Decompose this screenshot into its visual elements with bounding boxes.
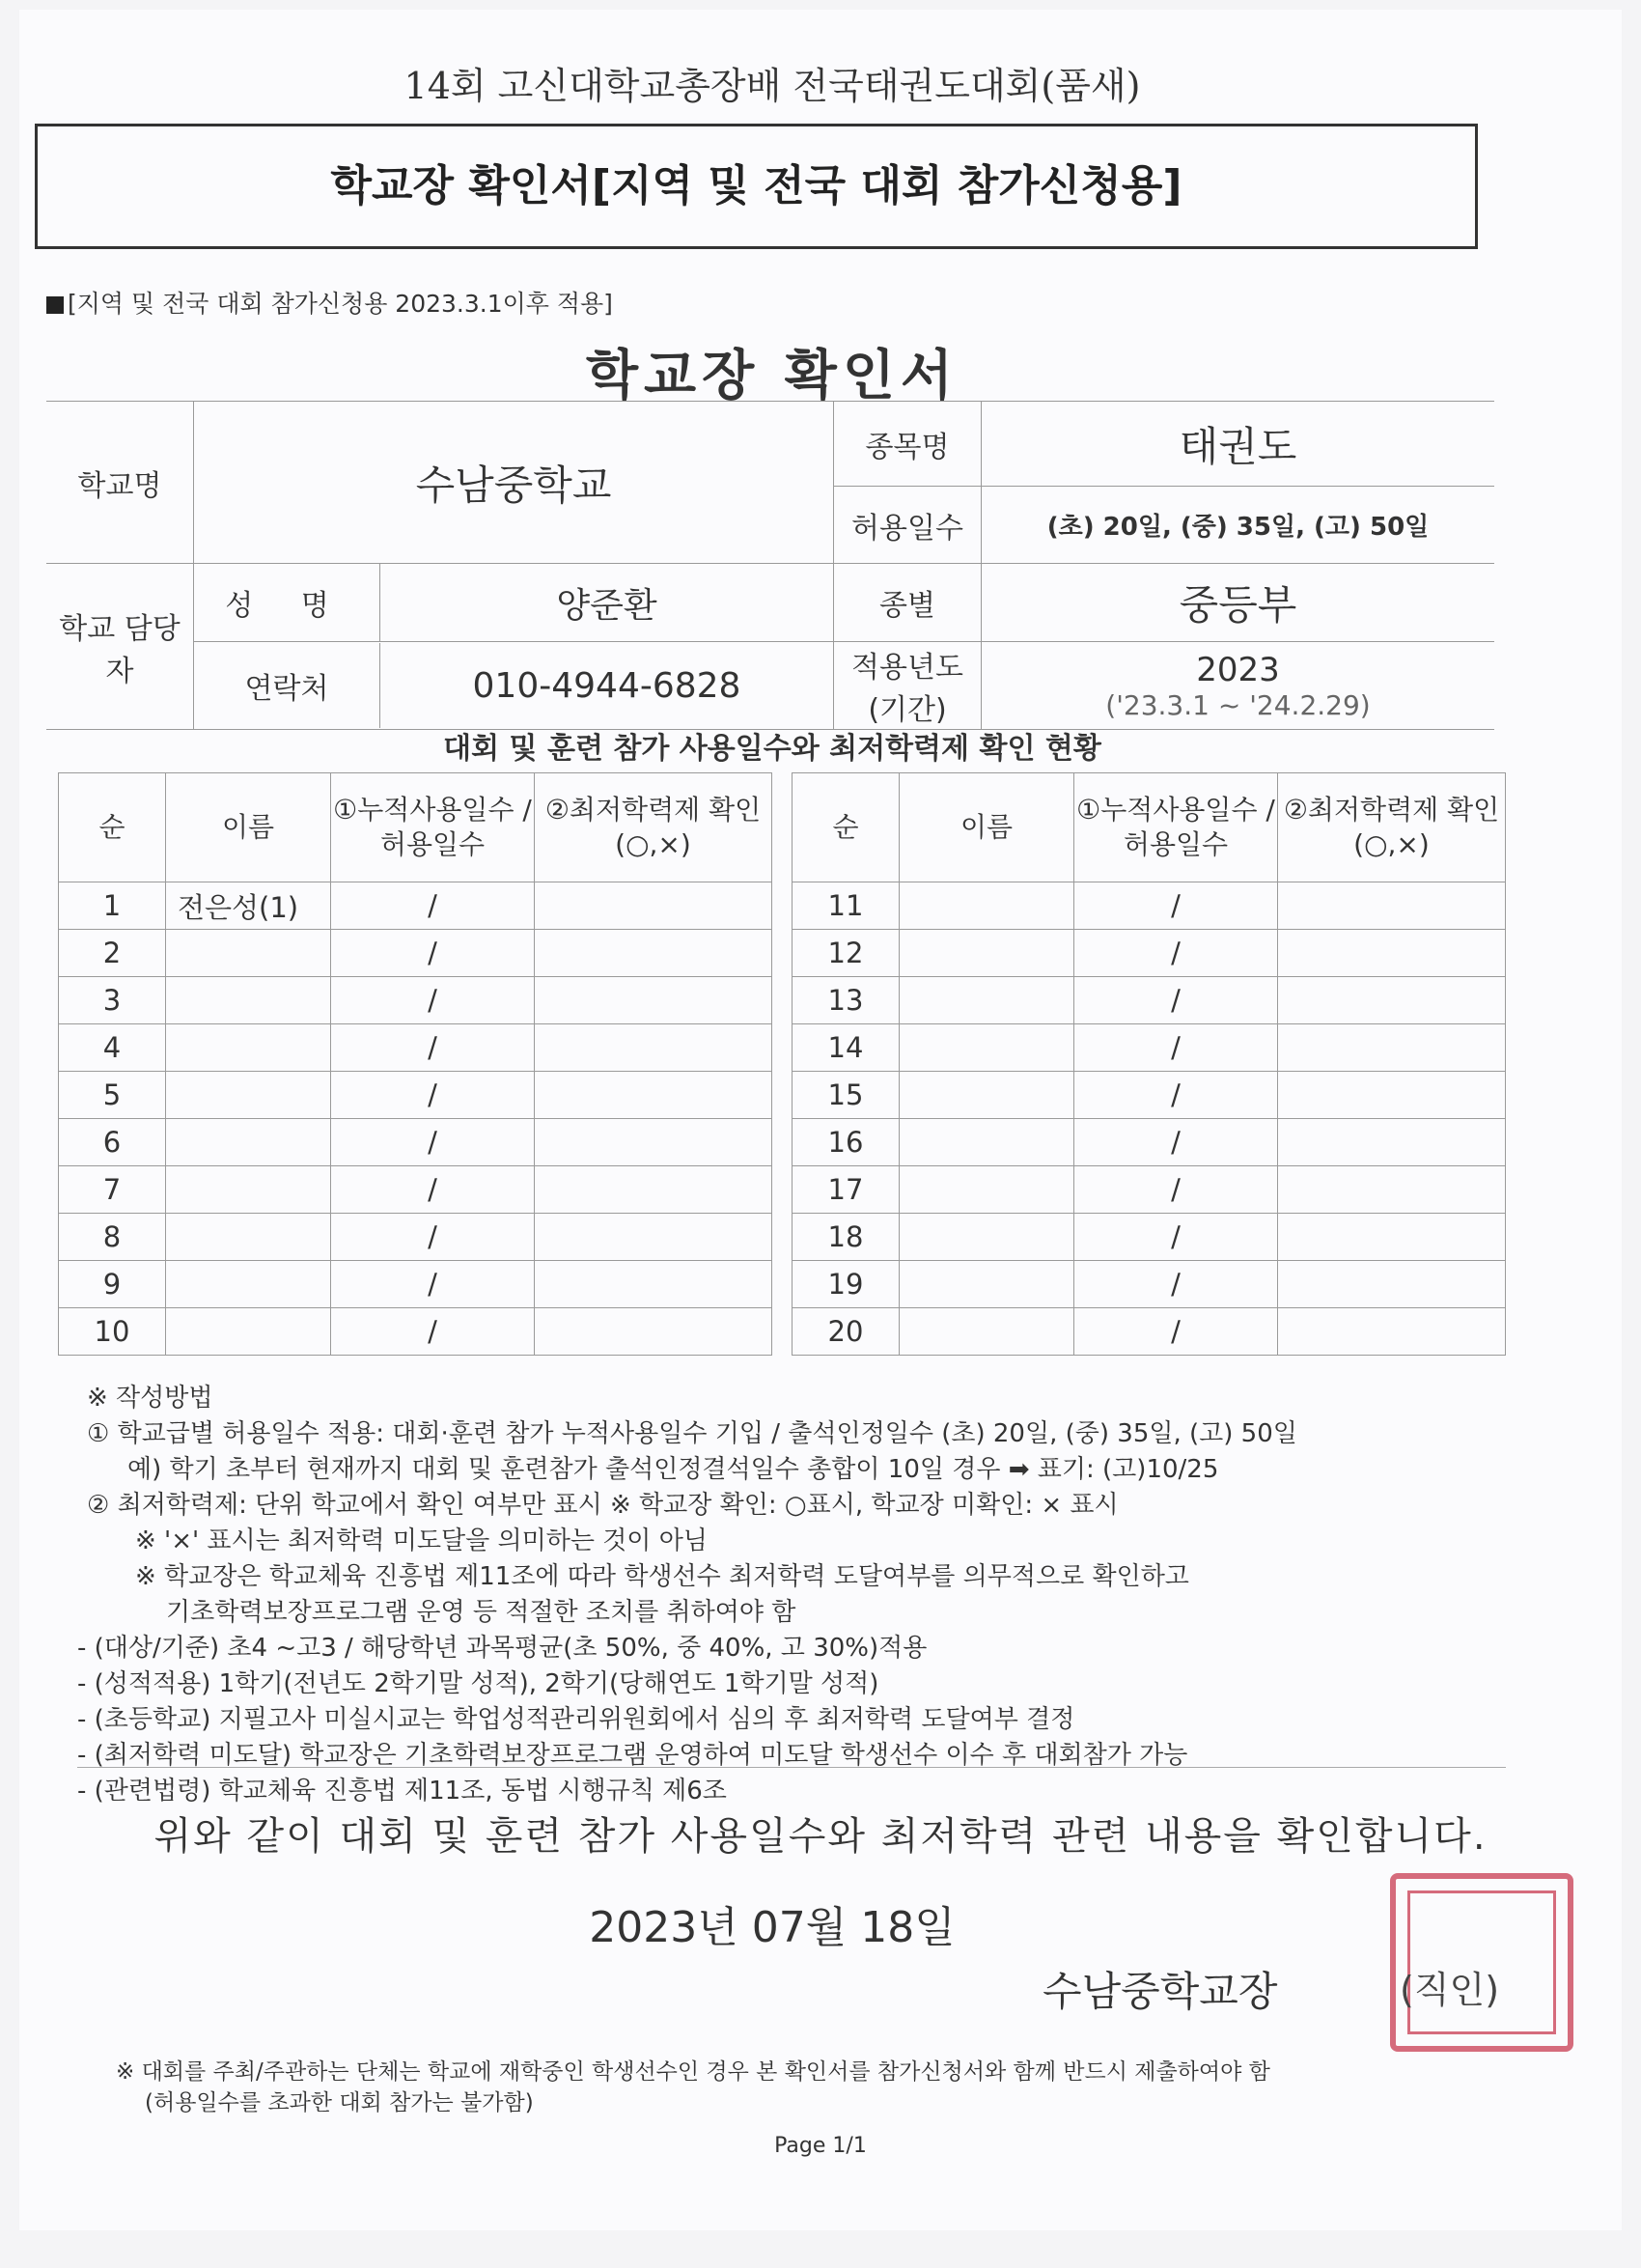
student-name <box>166 1214 331 1261</box>
table-row <box>793 882 1506 930</box>
table-row <box>59 1072 772 1119</box>
days-used: / <box>331 1214 535 1261</box>
minimum-academic-check <box>1278 1261 1506 1308</box>
title-box: 학교장 확인서[지역 및 전국 대회 참가신청용] <box>35 124 1478 249</box>
instruction-line: - (초등학교) 지필고사 미실시교는 학업성적관리위원회에서 심의 후 최저학력 도달여부 결정 <box>77 1705 1075 1734</box>
days-used: / <box>1074 882 1278 930</box>
row-number: 17 <box>793 1166 900 1214</box>
minimum-academic-check <box>535 1214 772 1261</box>
principal-title: 수남중학교장 <box>1043 1968 1278 2015</box>
days-used: / <box>1074 1166 1278 1214</box>
minimum-academic-check <box>535 1072 772 1119</box>
usage-title: 대회 및 훈련 참가 사용일수와 최저학력제 확인 현황 <box>443 732 1101 766</box>
minimum-academic-check <box>535 882 772 930</box>
row-number: 1 <box>59 882 166 930</box>
minimum-academic-check <box>1278 1166 1506 1214</box>
minimum-academic-check <box>535 977 772 1024</box>
row-number: 16 <box>793 1119 900 1166</box>
student-name <box>166 1024 331 1072</box>
student-name <box>900 1024 1074 1072</box>
days-used: / <box>1074 1119 1278 1166</box>
usage-table-left <box>58 772 772 1356</box>
year-label: 적용년도 (기간) <box>834 642 982 730</box>
student-name <box>900 882 1074 930</box>
table-row <box>793 930 1506 977</box>
minimum-academic-check <box>535 1308 772 1356</box>
days-used: / <box>1074 1261 1278 1308</box>
minimum-academic-check <box>1278 930 1506 977</box>
student-name <box>900 1166 1074 1214</box>
table-row <box>793 1119 1506 1166</box>
student-name <box>166 1308 331 1356</box>
table-row <box>59 1214 772 1261</box>
table-row <box>59 1166 772 1214</box>
table-row <box>59 1119 772 1166</box>
days-used: / <box>331 977 535 1024</box>
seal-label: (직인) <box>1400 1969 1500 2011</box>
row-number: 18 <box>793 1214 900 1261</box>
manager-label: 학교 담당자 <box>46 564 194 730</box>
allowed-days-label: 허용일수 <box>834 487 982 564</box>
student-name <box>900 977 1074 1024</box>
school-name-value: 수남중학교 <box>194 402 834 564</box>
allowed-days-value: (초) 20일, (중) 35일, (고) 50일 <box>982 487 1495 564</box>
student-name <box>900 1214 1074 1261</box>
row-number: 6 <box>59 1119 166 1166</box>
days-used: / <box>331 1166 535 1214</box>
col-no-header: 순 <box>793 773 900 882</box>
row-number: 14 <box>793 1024 900 1072</box>
person-name-label: 성 명 <box>194 564 380 641</box>
days-used: / <box>331 1308 535 1356</box>
row-number: 4 <box>59 1024 166 1072</box>
instruction-line: - (관련법령) 학교체육 진흥법 제11조, 동법 시행규칙 제6조 <box>77 1777 727 1806</box>
student-name <box>166 1072 331 1119</box>
instruction-line: ※ 학교장은 학교체육 진흥법 제11조에 따라 학생선수 최저학력 도달여부를 의무적으로 확인하고 <box>135 1562 1189 1591</box>
document-page <box>19 10 1622 2230</box>
col-days-header: ①누적사용일수 /허용일수 <box>1074 773 1278 882</box>
issue-date: 2023년 07월 18일 <box>589 1903 956 1952</box>
applicability-note-text: [지역 및 전국 대회 참가신청용 2023.3.1이후 적용] <box>68 290 613 318</box>
row-number: 12 <box>793 930 900 977</box>
table-row <box>793 1261 1506 1308</box>
school-name-label: 학교명 <box>46 402 194 564</box>
table-row <box>793 977 1506 1024</box>
sport-value: 태권도 <box>982 402 1495 487</box>
school-info-table <box>46 401 1494 730</box>
table-row <box>59 1308 772 1356</box>
days-used: / <box>331 1119 535 1166</box>
minimum-academic-check <box>1278 1024 1506 1072</box>
minimum-academic-check <box>535 1166 772 1214</box>
instruction-line: - (성적적용) 1학기(전년도 2학기말 성적), 2학기(당해연도 1학기말 성적) <box>77 1669 879 1698</box>
instructions <box>77 1381 1516 1809</box>
row-number: 11 <box>793 882 900 930</box>
minimum-academic-check <box>1278 977 1506 1024</box>
col-days-header: ①누적사용일수 /허용일수 <box>331 773 535 882</box>
table-row <box>59 930 772 977</box>
instructions-heading: ※ 작성방법 <box>87 1384 213 1413</box>
row-number: 5 <box>59 1072 166 1119</box>
row-number: 7 <box>59 1166 166 1214</box>
student-name <box>900 1072 1074 1119</box>
event-title: 14회 고신대학교총장배 전국태권도대회(품새) <box>403 65 1141 107</box>
sport-label: 종목명 <box>834 402 982 487</box>
confirmation-statement: 위와 같이 대회 및 훈련 참가 사용일수와 최저학력 관련 내용을 확인합니다. <box>153 1814 1488 1859</box>
days-used: / <box>1074 977 1278 1024</box>
row-number: 10 <box>59 1308 166 1356</box>
divider <box>77 1767 1506 1768</box>
year-value: 2023 <box>1196 650 1280 689</box>
minimum-academic-check <box>1278 1308 1506 1356</box>
instruction-line: - (최저학력 미도달) 학교장은 기초학력보장프로그램 운영하여 미도달 학생선수 이수 후 대회참가 가능 <box>77 1741 1188 1770</box>
square-bullet-icon <box>46 296 64 314</box>
table-row <box>793 1166 1506 1214</box>
days-used: / <box>331 1024 535 1072</box>
instruction-line: - (대상/기준) 초4 ~고3 / 해당학년 과목평균(초 50%, 중 40%, 고 30%)적용 <box>77 1634 928 1663</box>
minimum-academic-check <box>1278 1119 1506 1166</box>
instruction-line: ① 학교급별 허용일수 적용: 대회·훈련 참가 누적사용일수 기입 / 출석인정일수 (초) 20일, (중) 35일, (고) 50일 <box>87 1419 1297 1448</box>
days-used: / <box>331 930 535 977</box>
student-name: 전은성(1) <box>166 882 331 930</box>
row-number: 19 <box>793 1261 900 1308</box>
minimum-academic-check <box>535 1119 772 1166</box>
row-number: 3 <box>59 977 166 1024</box>
row-number: 20 <box>793 1308 900 1356</box>
col-no-header: 순 <box>59 773 166 882</box>
table-row <box>59 1024 772 1072</box>
row-number: 15 <box>793 1072 900 1119</box>
days-used: / <box>331 882 535 930</box>
days-used: / <box>1074 930 1278 977</box>
minimum-academic-check <box>1278 1214 1506 1261</box>
col-name-header: 이름 <box>166 773 331 882</box>
table-row <box>793 1214 1506 1261</box>
footer-note <box>116 2057 1525 2118</box>
minimum-academic-check <box>1278 882 1506 930</box>
days-used: / <box>1074 1214 1278 1261</box>
student-name <box>900 1261 1074 1308</box>
days-used: / <box>331 1261 535 1308</box>
footer-line: ※ 대회를 주최/주관하는 단체는 학교에 재학중인 학생선수인 경우 본 확인서를 참가신청서와 함께 반드시 제출하여야 함 <box>116 2059 1270 2085</box>
student-name <box>166 930 331 977</box>
category-value: 중등부 <box>982 564 1495 642</box>
student-name <box>166 1261 331 1308</box>
days-used: / <box>1074 1024 1278 1072</box>
applicability-note <box>46 285 613 320</box>
person-name-value: 양준환 <box>556 585 657 626</box>
days-used: / <box>331 1072 535 1119</box>
category-label: 종별 <box>834 564 982 642</box>
row-number: 2 <box>59 930 166 977</box>
table-row <box>59 977 772 1024</box>
page-number: Page 1/1 <box>774 2134 867 2158</box>
instruction-line: 기초학력보장프로그램 운영 등 적절한 조치를 취하여야 함 <box>166 1598 796 1627</box>
days-used: / <box>1074 1308 1278 1356</box>
minimum-academic-check <box>535 930 772 977</box>
usage-table-right <box>792 772 1506 1356</box>
period-value: ('23.3.1 ~ '24.2.29) <box>1105 688 1371 721</box>
col-check-header: ②최저학력제 확인(○,×) <box>535 773 772 882</box>
table-row <box>59 882 772 930</box>
footer-line: (허용일수를 초과한 대회 참가는 불가함) <box>145 2090 534 2115</box>
table-row <box>59 1261 772 1308</box>
contact-label: 연락처 <box>194 643 380 728</box>
minimum-academic-check <box>535 1024 772 1072</box>
col-name-header: 이름 <box>900 773 1074 882</box>
col-check-header: ②최저학력제 확인(○,×) <box>1278 773 1506 882</box>
row-number: 9 <box>59 1261 166 1308</box>
minimum-academic-check <box>535 1261 772 1308</box>
row-number: 8 <box>59 1214 166 1261</box>
contact-value: 010-4944-6828 <box>472 665 741 706</box>
table-row <box>793 1024 1506 1072</box>
student-name <box>166 1166 331 1214</box>
student-name <box>900 1308 1074 1356</box>
table-row <box>793 1072 1506 1119</box>
document-title: 학교장 확인서 <box>585 345 960 407</box>
days-used: / <box>1074 1072 1278 1119</box>
instruction-line: ② 최저학력제: 단위 학교에서 확인 여부만 표시 ※ 학교장 확인: ○표시, 학교장 미확인: × 표시 <box>87 1491 1119 1520</box>
instruction-line: ※ '×' 표시는 최저학력 미도달을 의미하는 것이 아님 <box>135 1526 708 1555</box>
student-name <box>900 930 1074 977</box>
row-number: 13 <box>793 977 900 1024</box>
minimum-academic-check <box>1278 1072 1506 1119</box>
student-name <box>166 1119 331 1166</box>
student-name <box>900 1119 1074 1166</box>
student-name <box>166 977 331 1024</box>
instruction-line: 예) 학기 초부터 현재까지 대회 및 훈련참가 출석인정결석일수 총합이 10일 경우 ➡ 표기: (고)10/25 <box>127 1455 1219 1484</box>
table-row <box>793 1308 1506 1356</box>
